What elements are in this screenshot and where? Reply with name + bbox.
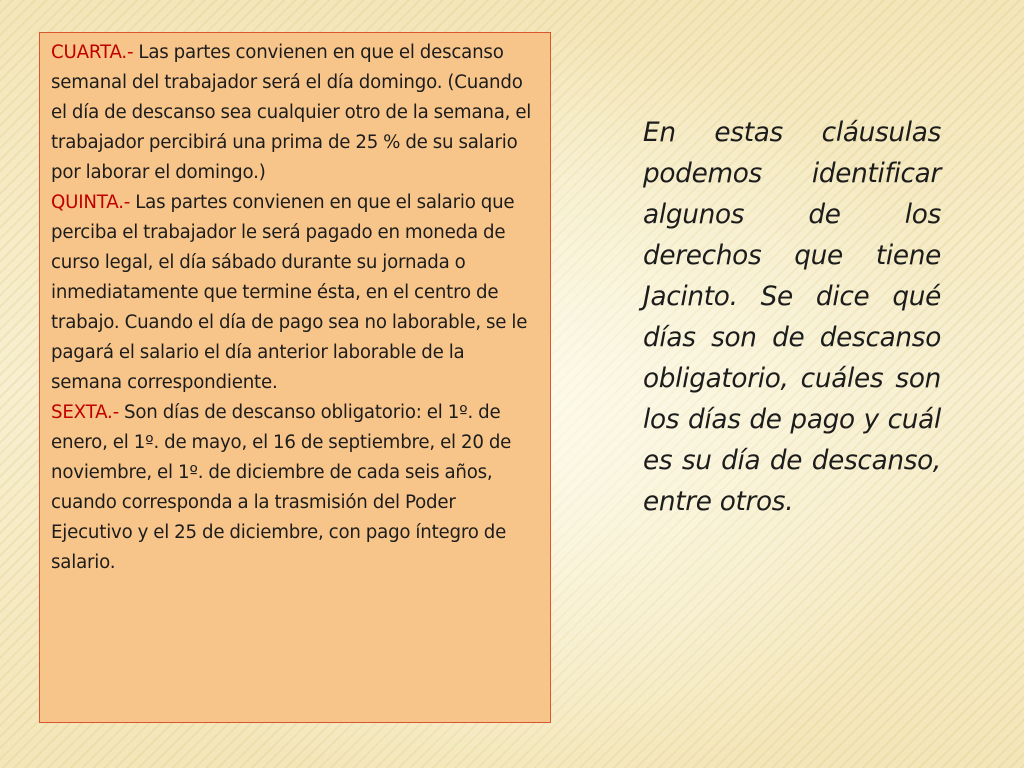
- clause-text-cuarta: Las partes convienen en que el descanso semanal del trabajador será el día domingo. (Cuando el día de descanso sea cualquier otro de la semana, el trabajador percibirá una prima de 25 % de su salario por laborar el domingo.): [51, 42, 532, 183]
- clause-label-quinta: QUINTA.-: [51, 192, 131, 213]
- clause-label-cuarta: CUARTA.-: [51, 42, 134, 63]
- clause-quinta: [51, 188, 540, 398]
- clause-text-quinta: Las partes convienen en que el salario que perciba el trabajador le será pagado en moneda de curso legal, el día sábado durante su jornada o inmediatamente que termine ésta, en el centro de trabajo. Cuando el día de pago sea no laborable, se le pagará el salario el día anterior laborable de la semana correspondiente.: [51, 192, 528, 393]
- contract-clauses-box: [39, 32, 551, 723]
- clause-cuarta: [51, 38, 540, 188]
- clause-label-sexta: SEXTA.-: [51, 402, 119, 423]
- commentary-text: En estas cláusulas podemos identificar algunos de los derechos que tiene Jacinto. Se dice qué días son de descanso obligatorio, cuáles son los días de pago y cuál es su día de descanso, entre otros.: [643, 118, 941, 517]
- clause-text-sexta: Son días de descanso obligatorio: el 1º. de enero, el 1º. de mayo, el 16 de septiembre, el 20 de noviembre, el 1º. de diciembre de cada seis años, cuando corresponda a la trasmisión del Poder Ejecutivo y el 25 de diciembre, con pago íntegro de salario.: [51, 402, 512, 573]
- clause-sexta: [51, 398, 540, 578]
